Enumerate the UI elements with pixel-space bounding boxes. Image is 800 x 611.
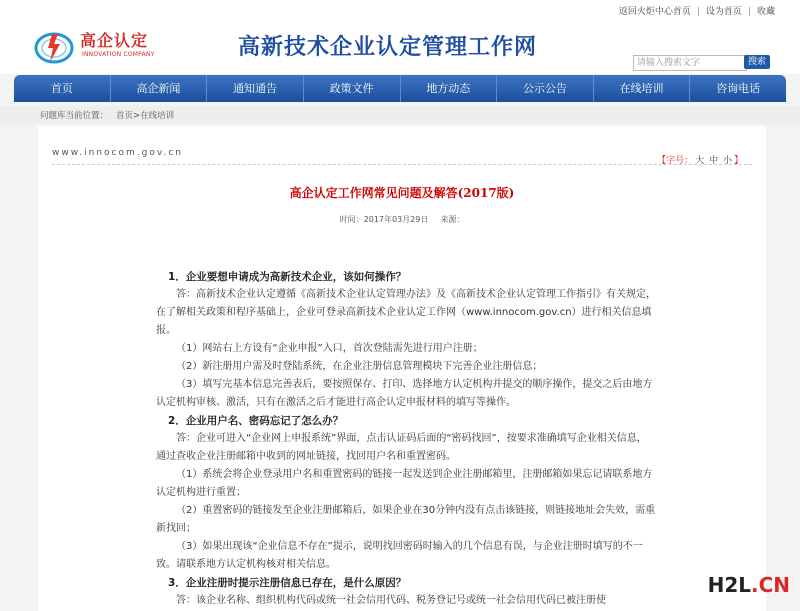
divider: |: [696, 7, 700, 17]
link-favorite[interactable]: 收藏: [756, 7, 775, 17]
divider: |: [747, 7, 751, 17]
breadcrumb-path[interactable]: 首页>在线培训: [116, 111, 175, 121]
site-title: 高新技术企业认定管理工作网: [238, 34, 538, 60]
link-torch-home[interactable]: 返回火炬中心首页: [618, 7, 691, 17]
font-size-end: 】: [733, 156, 743, 166]
question-heading: 1．企业要想申请成为高新技术企业，该如何操作？: [168, 271, 407, 283]
logo-subtext: INNOVATION COMPANY: [82, 51, 155, 58]
article-meta: [38, 214, 766, 225]
search-button[interactable]: 搜索: [744, 55, 770, 69]
header: [0, 20, 800, 74]
search-input[interactable]: 请输入搜索文字: [633, 55, 747, 71]
breadcrumb-bar: [0, 106, 800, 124]
answer-paragraph: 答：企业可进入“企业网上申报系统”界面，点击认证码后面的“密码找回”，按要求准确填写企业相关信息，通过查收企业注册邮箱中收到的网址链接，找回用户名和重置密码。: [156, 433, 647, 462]
logo-icon: [32, 24, 78, 68]
answer-paragraph: （2）新注册用户需及时登陆系统，在企业注册信息管理模块下完善企业注册信息；: [176, 361, 543, 372]
font-size-small[interactable]: 小: [722, 156, 732, 166]
font-size-medium[interactable]: 中: [709, 156, 719, 166]
answer-paragraph: 答：该企业名称、组织机构代码或统一社会信用代码、税务登记号或统一社会信用代码已被注册使: [176, 595, 606, 606]
answer-paragraph: （1）网站右上方设有“企业申报”入口，首次登陆需先进行用户注册；: [176, 343, 483, 354]
main-nav: [14, 75, 786, 102]
article-title: 高企认定工作网常见问题及解答(2017版): [289, 186, 515, 200]
top-bar: [0, 0, 800, 20]
nav-training[interactable]: 在线培训: [594, 75, 691, 102]
question-heading: 3．企业注册时提示注册信息已存在，是什么原因？: [168, 577, 407, 589]
watermark-logo: H2L.CN: [707, 573, 790, 597]
article-source: 来源：: [440, 215, 465, 224]
font-size-label: 【字号：: [657, 156, 694, 166]
answer-paragraph: 答：高新技术企业认定遵循《高新技术企业认定管理办法》及《高新技术企业认定管理工作指引》有关规定，在了解相关政策和程序基础上，企业可登录高新技术企业认定工作网（www.innocom.gov.cn）进行相关信息填报。: [156, 289, 656, 336]
content-panel: [38, 126, 766, 611]
nav-news[interactable]: 高企新闻: [111, 75, 208, 102]
nav-policy[interactable]: 政策文件: [304, 75, 401, 102]
nav-contact[interactable]: 咨询电话: [716, 82, 761, 95]
breadcrumb-label: 问题库当前位置：: [40, 111, 109, 121]
answer-paragraph: （1）系统会将企业登录用户名和重置密码的链接一起发送到企业注册邮箱里，注册邮箱如果忘记请联系地方认定机构进行重置；: [156, 469, 653, 498]
question-heading: 2．企业用户名、密码忘记了怎么办？: [168, 415, 344, 427]
answer-paragraph: （3）填写完基本信息完善表后，要按照保存、打印、选择地方认定机构并提交的顺序操作，提交之后由地方认定机构审核、激活，只有在激活之后才能进行高企认定申报材料的填写等操作。: [156, 379, 653, 408]
divider: [52, 164, 752, 165]
answer-paragraph: （2）重置密码的链接发至企业注册邮箱后，如果企业在30分钟内没有点击该链接，则链接地址会失效，需重新找回；: [156, 505, 656, 534]
nav-announcements[interactable]: 公示公告: [497, 75, 594, 102]
nav-home[interactable]: 首页: [14, 75, 111, 102]
site-logo[interactable]: [32, 24, 167, 66]
article-body: [156, 268, 656, 610]
nav-notices[interactable]: 通知通告: [207, 75, 304, 102]
top-links: [616, 4, 778, 17]
domain-label: www.innocom.gov.cn: [52, 148, 183, 158]
nav-local[interactable]: 地方动态: [401, 75, 498, 102]
article-time: 时间：2017年03月29日: [339, 215, 429, 224]
logo-text: 高企认定: [80, 31, 149, 50]
breadcrumb: [40, 109, 174, 121]
link-set-home[interactable]: 设为首页: [705, 7, 742, 17]
answer-paragraph: （3）如果出现该“企业信息不存在”提示，说明找回密码时输入的几个信息有误，与企业注册时填写的不一致。请联系地方认定机构核对相关信息。: [156, 541, 643, 570]
font-size-large[interactable]: 大: [695, 156, 705, 166]
